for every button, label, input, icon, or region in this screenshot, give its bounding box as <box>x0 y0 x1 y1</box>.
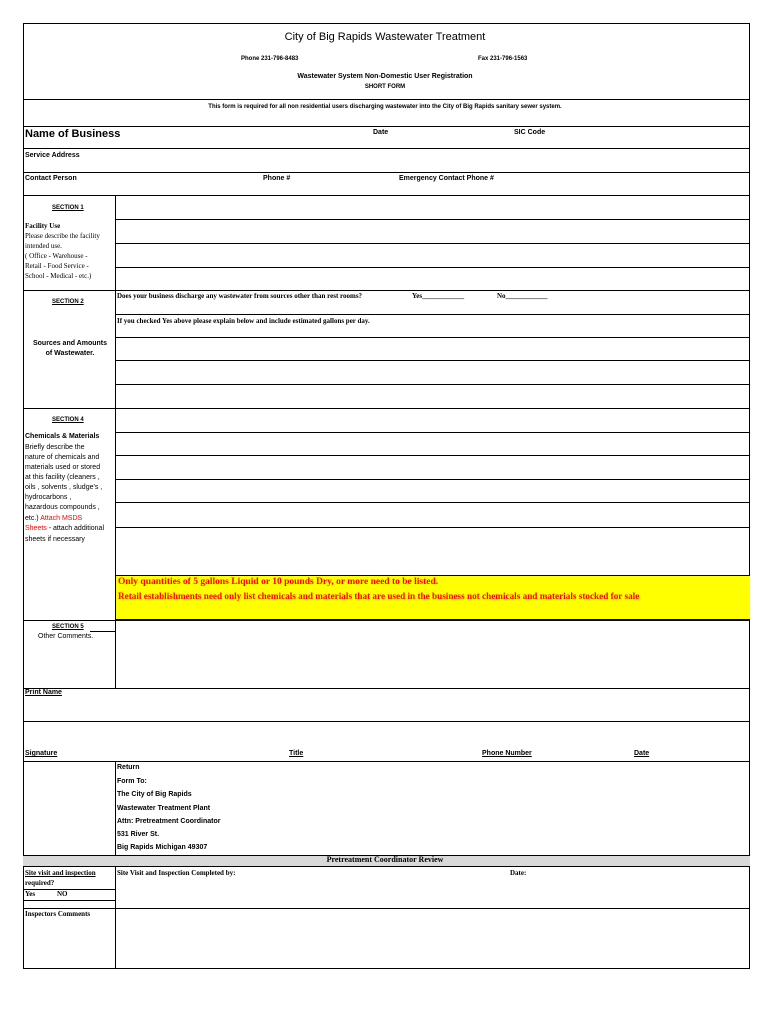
section-5-heading: SECTION 5 <box>52 624 84 630</box>
return-address-line: The City of Big Rapids <box>117 791 192 798</box>
quantity-notice-line: Only quantities of 5 gallons Liquid or 10 pounds Dry, or more need to be listed. <box>118 577 439 587</box>
sic-code-label: SIC Code <box>514 129 546 136</box>
facility-use-line: Please describe the facility <box>25 232 100 240</box>
form-notice: This form is required for all non residential users discharging wastewater into the City of Big Rapids sanitary sewer system. <box>208 104 562 110</box>
chemicals-title: Chemicals & Materials <box>25 433 100 440</box>
contact-person-label: Contact Person <box>25 175 77 182</box>
site-visit-yes[interactable]: Yes <box>25 890 36 898</box>
return-address-line: 531 River St. <box>117 831 160 838</box>
chemicals-line: etc.) Attach MSDS <box>25 515 83 522</box>
discharge-instruction: If you checked Yes above please explain below and include estimated gallons per day. <box>117 317 370 325</box>
discharge-no-option[interactable]: No____________ <box>497 292 548 300</box>
phone-number-label: Phone Number <box>482 750 532 757</box>
chemicals-line: sheets if necessary <box>25 536 85 543</box>
form-subtitle: SHORT FORM <box>364 84 406 90</box>
phone-number: Phone 231-796-8483 <box>241 56 299 62</box>
print-name-label: Print Name <box>25 689 62 696</box>
section-2-heading: SECTION 2 <box>52 299 84 305</box>
return-address-line: Wastewater Treatment Plant <box>117 805 211 812</box>
other-comments-label: Other Comments. <box>38 633 94 640</box>
sources-label: of Wastewater. <box>45 350 95 357</box>
review-date-label: Date: <box>510 869 527 877</box>
facility-use-line: Retail - Food Service - <box>25 262 89 270</box>
chemicals-line: Sheets - attach additional <box>25 525 104 532</box>
page-title: City of Big Rapids Wastewater Treatment <box>284 31 486 43</box>
chemicals-line: nature of chemicals and <box>25 454 100 461</box>
return-address-line: Return <box>117 764 140 771</box>
completed-by-label: Site Visit and Inspection Completed by: <box>117 869 236 877</box>
title-label: Title <box>289 750 304 757</box>
section-1-heading: SECTION 1 <box>52 205 84 211</box>
date-label: Date <box>373 129 389 136</box>
return-address-line: Attn: Pretreatment Coordinator <box>117 818 221 825</box>
return-address-line: Form To: <box>117 778 147 785</box>
emergency-phone-label: Emergency Contact Phone # <box>399 175 494 182</box>
fax-number: Fax 231-796-1563 <box>478 56 528 62</box>
site-visit-label: Site visit and inspection <box>25 869 96 877</box>
chemicals-line: materials used or stored <box>25 464 101 471</box>
phone-label: Phone # <box>263 175 291 182</box>
signature-label: Signature <box>25 750 58 757</box>
return-address-line: Big Rapids Michigan 49307 <box>117 844 208 851</box>
facility-use-line: intended use. <box>25 242 62 250</box>
form-title: Wastewater System Non-Domestic User Registration <box>297 73 473 80</box>
facility-use-title: Facility Use <box>25 222 61 230</box>
facility-use-line: ( Office - Warehouse - <box>25 252 88 260</box>
chemicals-line: Briefly describe the <box>25 444 85 451</box>
attach-msds-text: Attach MSDS <box>40 515 83 522</box>
chemicals-line: at this facility (cleaners , <box>25 474 100 481</box>
chemicals-line: oils , solvents , sludge's , <box>25 484 103 491</box>
discharge-yes-option[interactable]: Yes____________ <box>412 292 465 300</box>
date-signoff-label: Date <box>634 750 650 757</box>
service-address-label: Service Address <box>25 152 80 159</box>
form-frame <box>23 23 750 969</box>
business-name-label: Name of Business <box>25 128 121 140</box>
review-header-label: Pretreatment Coordinator Review <box>326 855 444 864</box>
msds-sheets-text: Sheets <box>25 525 47 532</box>
site-visit-no[interactable]: NO <box>57 890 68 898</box>
chemicals-line: hazardous compounds , <box>25 504 100 511</box>
facility-use-line: School - Medical - etc.) <box>25 272 92 280</box>
sources-label: Sources and Amounts <box>32 340 108 347</box>
chemicals-line: hydrocarbons , <box>25 494 72 501</box>
section-4-heading: SECTION 4 <box>52 417 84 423</box>
inspectors-comments-label: Inspectors Comments <box>25 910 91 918</box>
site-visit-label: required? <box>25 879 55 887</box>
discharge-question: Does your business discharge any wastewater from sources other than rest rooms? <box>117 292 363 300</box>
retail-notice-line: Retail establishments need only list chemicals and materials that are used in the business not chemicals and materials stocked for sale <box>118 591 640 601</box>
